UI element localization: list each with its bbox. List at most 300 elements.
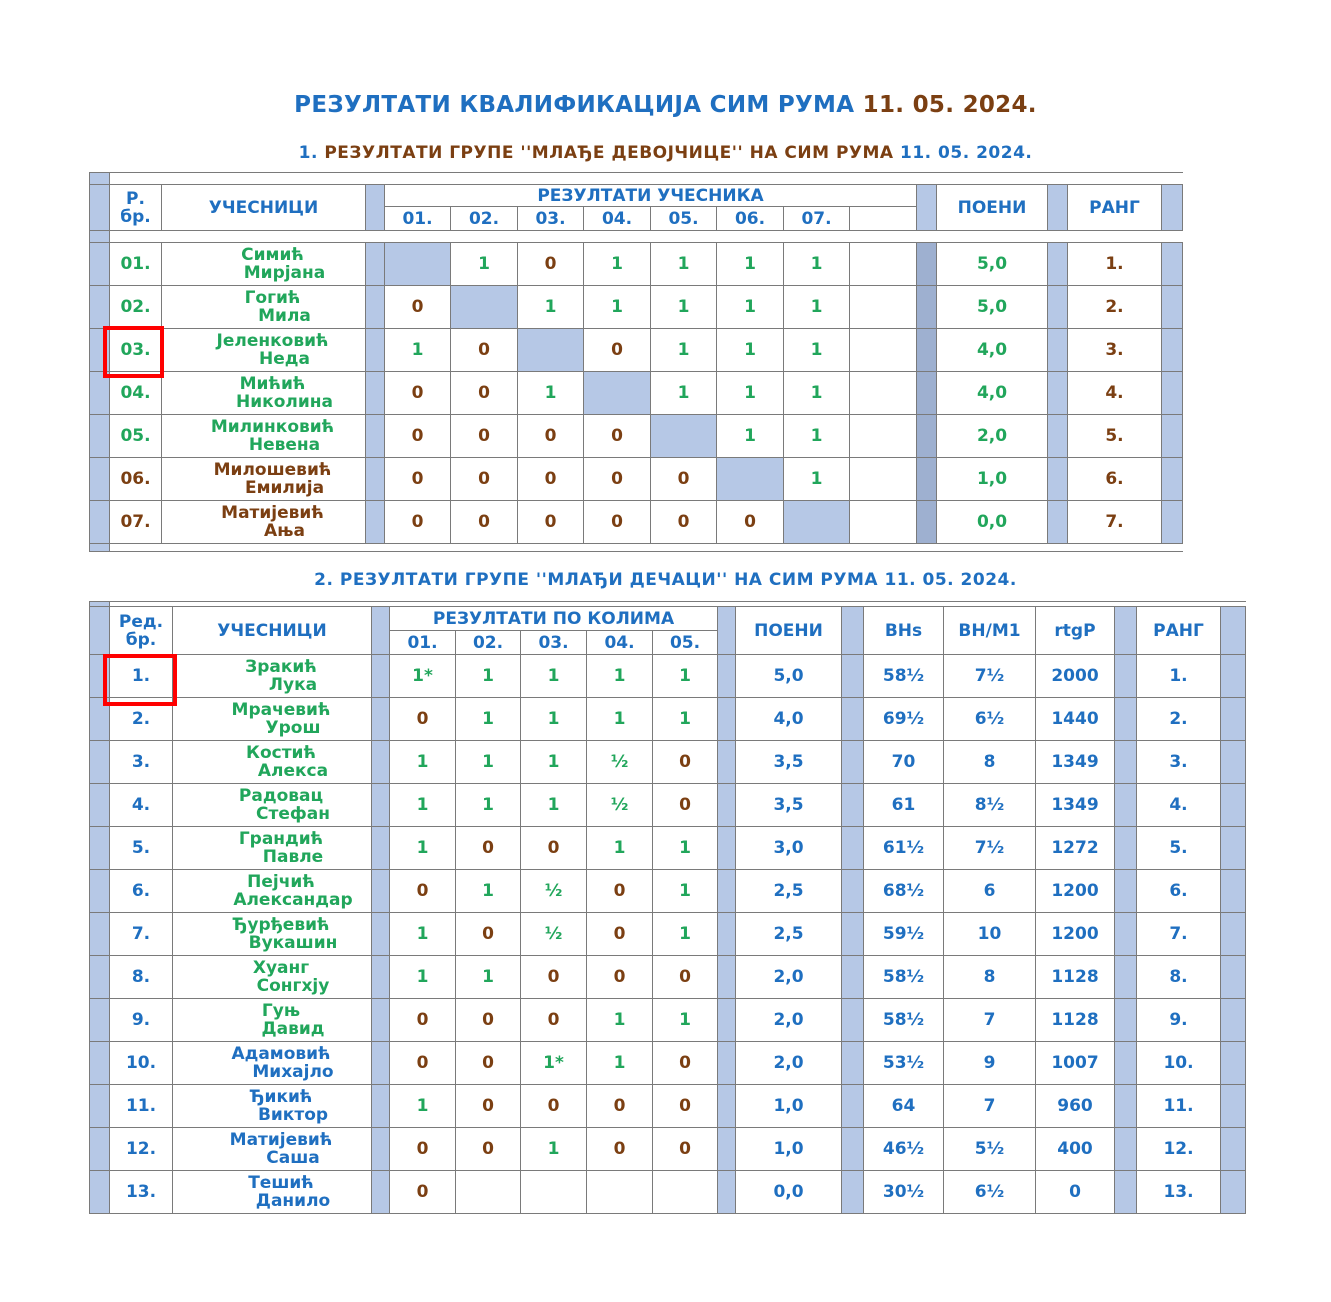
result-cell: 0 [390, 1042, 456, 1085]
rtgp-cell: 1007 [1036, 1042, 1115, 1085]
table-row [90, 501, 1183, 544]
group1-header-points: ПОЕНИ [937, 185, 1048, 231]
result-cell: 1 [456, 698, 521, 741]
participant-first-name: Мирјана [243, 263, 326, 283]
result-cell: 0 [717, 501, 784, 544]
result-cell-empty [850, 458, 917, 501]
result-cell-empty [850, 286, 917, 329]
bhm1-cell: 6 [944, 870, 1036, 913]
points-cell: 2,0 [736, 956, 842, 999]
row-number: 06. [110, 458, 162, 501]
result-cell: 0 [653, 1085, 718, 1128]
bhm1-cell: 8 [944, 956, 1036, 999]
bhm1-cell: 9 [944, 1042, 1036, 1085]
participant-surname: Тешић [248, 1173, 314, 1193]
points-cell: 3,5 [736, 784, 842, 827]
result-cell: 0 [584, 458, 651, 501]
page-title-text: РЕЗУЛТАТИ КВАЛИФИКАЦИЈА СИМ РУМА [294, 92, 855, 118]
result-cell-empty [850, 243, 917, 286]
result-cell: 1 [651, 329, 717, 372]
result-cell: 1 [390, 784, 456, 827]
participant-first-name: Павле [262, 847, 324, 867]
result-cell: 0 [521, 956, 587, 999]
group2-col-header: 04. [587, 631, 653, 655]
table-row [90, 1171, 1246, 1214]
result-cell: 0 [456, 999, 521, 1042]
result-cell-empty [850, 372, 917, 415]
bhm1-cell: 7 [944, 999, 1036, 1042]
participant-first-name: Лука [268, 675, 318, 695]
bhm1-cell: 7 [944, 1085, 1036, 1128]
points-cell: 1,0 [736, 1085, 842, 1128]
participant-surname: Мићић [239, 374, 306, 394]
table-row [90, 1128, 1246, 1171]
points-cell: 2,5 [736, 913, 842, 956]
points-cell: 1,0 [937, 458, 1048, 501]
result-cell: 0 [451, 372, 518, 415]
rank-cell: 5. [1068, 415, 1162, 458]
group2-header-rtgp: rtgP [1036, 607, 1115, 655]
result-cell: 0 [451, 415, 518, 458]
result-cell: 1 [587, 655, 653, 698]
bhs-cell: 58½ [864, 999, 944, 1042]
result-cell-diagonal [784, 501, 850, 544]
result-cell: 1 [584, 286, 651, 329]
row-number: 02. [110, 286, 162, 329]
participant-surname: Адамовић [231, 1044, 331, 1064]
points-cell: 2,0 [736, 1042, 842, 1085]
row-number: 7. [110, 913, 173, 956]
group1-col-header: 06. [717, 207, 784, 231]
group2-title-date: 11. 05. 2024. [884, 570, 1017, 590]
group2-title [0, 570, 1331, 590]
result-cell: 1 [390, 741, 456, 784]
group1-header-participants: УЧЕСНИЦИ [162, 185, 366, 231]
participant-surname: Хуанг [252, 958, 310, 978]
row-number: 8. [110, 956, 173, 999]
participant-first-name: Вукашин [248, 933, 338, 953]
rtgp-cell: 400 [1036, 1128, 1115, 1171]
rtgp-cell: 2000 [1036, 655, 1115, 698]
highlight-box-row-03 [103, 326, 164, 378]
highlight-box-row-1 [103, 654, 177, 706]
row-number: 2. [110, 698, 173, 741]
participant-name [162, 372, 366, 415]
result-cell: 0 [451, 501, 518, 544]
row-number: 10. [110, 1042, 173, 1085]
result-cell: 1 [784, 243, 850, 286]
participant-first-name: Николина [236, 392, 333, 412]
page-title-date: 11. 05. 2024. [862, 92, 1037, 118]
table-row [90, 741, 1246, 784]
result-cell-empty [850, 329, 917, 372]
rank-cell: 2. [1137, 698, 1221, 741]
result-cell: 0 [651, 501, 717, 544]
result-cell: 1 [717, 372, 784, 415]
result-cell: 0 [451, 329, 518, 372]
row-number: 07. [110, 501, 162, 544]
group1-title-date: 11. 05. 2024. [900, 143, 1033, 163]
result-cell: 0 [651, 458, 717, 501]
bhs-cell: 70 [864, 741, 944, 784]
table-row [90, 1085, 1246, 1128]
participant-surname: Гогић [244, 288, 301, 308]
bhm1-cell: 5½ [944, 1128, 1036, 1171]
table-row [90, 243, 1183, 286]
participant-name [173, 913, 372, 956]
participant-surname: Симић [241, 245, 304, 265]
points-cell: 5,0 [736, 655, 842, 698]
result-cell-diagonal [451, 286, 518, 329]
group2-header-bhm1: BH/M1 [944, 607, 1036, 655]
result-cell: ½ [587, 741, 653, 784]
bhs-cell: 69½ [864, 698, 944, 741]
result-cell: 1 [451, 243, 518, 286]
participant-first-name: Урош [265, 718, 321, 738]
rtgp-cell: 1349 [1036, 784, 1115, 827]
result-cell: 1 [521, 698, 587, 741]
result-cell: 1 [390, 913, 456, 956]
rtgp-cell: 1349 [1036, 741, 1115, 784]
participant-first-name: Алекса [257, 761, 329, 781]
result-cell-diagonal [385, 243, 451, 286]
row-number: 13. [110, 1171, 173, 1214]
result-cell: 0 [584, 415, 651, 458]
participant-first-name: Сонгхју [256, 976, 330, 996]
bhs-cell: 53½ [864, 1042, 944, 1085]
table-row [90, 956, 1246, 999]
result-cell: 1 [653, 870, 718, 913]
result-cell: 0 [385, 458, 451, 501]
rank-cell: 6. [1068, 458, 1162, 501]
table-row [90, 827, 1246, 870]
participant-first-name: Михајло [252, 1062, 334, 1082]
group2-header-participants: УЧЕСНИЦИ [173, 607, 372, 655]
result-cell [456, 1171, 521, 1214]
bhs-cell: 46½ [864, 1128, 944, 1171]
participant-first-name: Давид [261, 1019, 325, 1039]
result-cell: 1 [456, 956, 521, 999]
result-cell: 1 [584, 243, 651, 286]
group1-title [0, 143, 1331, 163]
rank-cell: 4. [1068, 372, 1162, 415]
result-cell: 0 [653, 1128, 718, 1171]
participant-name [162, 415, 366, 458]
points-cell: 5,0 [937, 286, 1048, 329]
result-cell: 0 [390, 1128, 456, 1171]
rank-cell: 13. [1137, 1171, 1221, 1214]
result-cell: 0 [385, 286, 451, 329]
result-cell: 1 [521, 784, 587, 827]
group1-title-num: 1. [298, 143, 318, 163]
group1-header-results: РЕЗУЛТАТИ УЧЕСНИКА [385, 185, 917, 207]
row-number: 04. [110, 372, 162, 415]
participant-name [173, 784, 372, 827]
result-cell: 1 [653, 698, 718, 741]
rank-cell: 12. [1137, 1128, 1221, 1171]
result-cell: 1 [456, 655, 521, 698]
table-row [90, 698, 1246, 741]
result-cell: ½ [587, 784, 653, 827]
result-cell: 1 [717, 329, 784, 372]
rank-cell: 2. [1068, 286, 1162, 329]
group1-col-header: 05. [651, 207, 717, 231]
result-cell: 0 [587, 870, 653, 913]
result-cell-diagonal [717, 458, 784, 501]
result-cell: 1 [521, 655, 587, 698]
result-cell: 0 [456, 1128, 521, 1171]
participant-surname: Мрачевић [231, 700, 331, 720]
rtgp-cell: 1200 [1036, 913, 1115, 956]
result-cell: 0 [385, 372, 451, 415]
row-number: 6. [110, 870, 173, 913]
bhm1-cell: 7½ [944, 655, 1036, 698]
bhs-cell: 68½ [864, 870, 944, 913]
participant-surname: Матијевић [229, 1130, 333, 1150]
participant-surname: Јеленковић [216, 331, 329, 351]
table-row [90, 1042, 1246, 1085]
result-cell: 0 [518, 415, 584, 458]
participant-first-name: Неда [259, 349, 310, 369]
result-cell: 0 [451, 458, 518, 501]
group2-header-no: Ред. бр. [110, 607, 173, 655]
result-cell: 1 [651, 286, 717, 329]
participant-name [173, 1171, 372, 1214]
table-row [90, 655, 1246, 698]
participant-first-name: Саша [266, 1148, 320, 1168]
rtgp-cell: 1200 [1036, 870, 1115, 913]
row-number: 9. [110, 999, 173, 1042]
group1-col-header: 04. [584, 207, 651, 231]
row-number: 1. [110, 655, 173, 698]
result-cell: 1 [390, 956, 456, 999]
points-cell: 1,0 [736, 1128, 842, 1171]
row-number: 12. [110, 1128, 173, 1171]
participant-surname: Радовац [238, 786, 324, 806]
participant-name [173, 741, 372, 784]
bhm1-cell: 8 [944, 741, 1036, 784]
result-cell: 0 [653, 1042, 718, 1085]
group2-title-num: 2. [314, 570, 334, 590]
result-cell: 0 [385, 415, 451, 458]
participant-surname: Гуњ [261, 1001, 301, 1021]
result-cell: 1 [717, 415, 784, 458]
result-cell: 1 [587, 999, 653, 1042]
result-cell: 0 [584, 329, 651, 372]
result-cell: 0 [587, 1085, 653, 1128]
bhs-cell: 30½ [864, 1171, 944, 1214]
participant-name [162, 286, 366, 329]
result-cell [653, 1171, 718, 1214]
points-cell: 5,0 [937, 243, 1048, 286]
rank-cell: 7. [1068, 501, 1162, 544]
bhs-cell: 64 [864, 1085, 944, 1128]
rank-cell: 4. [1137, 784, 1221, 827]
points-cell: 3,5 [736, 741, 842, 784]
participant-name [173, 1128, 372, 1171]
result-cell: 0 [390, 698, 456, 741]
result-cell: 0 [653, 956, 718, 999]
result-cell-diagonal [584, 372, 651, 415]
group1-col-header: 03. [518, 207, 584, 231]
rtgp-cell: 1272 [1036, 827, 1115, 870]
points-cell: 4,0 [937, 372, 1048, 415]
result-cell: 1 [518, 286, 584, 329]
group1-title-text: РЕЗУЛТАТИ ГРУПЕ ''МЛАЂЕ ДЕВОЈЧИЦЕ'' НА СИМ РУМА [324, 143, 894, 163]
participant-surname: Зракић [245, 657, 317, 677]
result-cell: 0 [521, 827, 587, 870]
group2-col-header: 03. [521, 631, 587, 655]
result-cell: 0 [587, 1128, 653, 1171]
result-cell: 1 [653, 913, 718, 956]
result-cell: 0 [518, 458, 584, 501]
participant-surname: Костић [246, 743, 316, 763]
bhs-cell: 58½ [864, 655, 944, 698]
participant-name [173, 655, 372, 698]
result-cell: 0 [587, 956, 653, 999]
result-cell: 1 [521, 741, 587, 784]
result-cell: 1 [784, 458, 850, 501]
points-cell: 3,0 [736, 827, 842, 870]
participant-surname: Милинковић [210, 417, 335, 437]
points-cell: 2,0 [736, 999, 842, 1042]
rtgp-cell: 960 [1036, 1085, 1115, 1128]
bhm1-cell: 8½ [944, 784, 1036, 827]
participant-surname: Милошевић [213, 460, 332, 480]
rank-cell: 3. [1068, 329, 1162, 372]
bhm1-cell: 10 [944, 913, 1036, 956]
participant-first-name: Стефан [256, 804, 330, 824]
group1-col-header: 07. [784, 207, 850, 231]
group2-header-points: ПОЕНИ [736, 607, 842, 655]
group1-table [89, 172, 1183, 552]
bhs-cell: 61½ [864, 827, 944, 870]
participant-first-name: Данило [255, 1191, 331, 1211]
table-row [90, 329, 1183, 372]
rank-cell: 7. [1137, 913, 1221, 956]
table-row [90, 999, 1246, 1042]
result-cell: 0 [456, 913, 521, 956]
rtgp-cell: 1128 [1036, 999, 1115, 1042]
result-cell: 1 [587, 698, 653, 741]
rank-cell: 1. [1068, 243, 1162, 286]
group1-header-no: Р. бр. [110, 185, 162, 231]
group1-col-header: 01. [385, 207, 451, 231]
points-cell: 0,0 [736, 1171, 842, 1214]
participant-first-name: Мила [258, 306, 311, 326]
group2-col-header: 01. [390, 631, 456, 655]
row-number: 3. [110, 741, 173, 784]
result-cell: 0 [390, 870, 456, 913]
participant-surname: Матијевић [221, 503, 324, 523]
bhs-cell: 58½ [864, 956, 944, 999]
page-title [0, 92, 1331, 118]
participant-first-name: Невена [248, 435, 321, 455]
result-cell: 1 [587, 827, 653, 870]
result-cell: 0 [521, 999, 587, 1042]
participant-name [173, 827, 372, 870]
result-cell: 1 [518, 372, 584, 415]
result-cell: 1 [521, 1128, 587, 1171]
result-cell: 1 [390, 827, 456, 870]
participant-surname: Ђурђевић [232, 915, 330, 935]
table-row [90, 372, 1183, 415]
result-cell: 0 [584, 501, 651, 544]
rank-cell: 10. [1137, 1042, 1221, 1085]
group1-col-header: 02. [451, 207, 518, 231]
result-cell: 0 [456, 827, 521, 870]
result-cell: 1 [784, 372, 850, 415]
result-cell: 1 [717, 243, 784, 286]
group1-col-header-empty [850, 207, 917, 231]
row-number: 5. [110, 827, 173, 870]
result-cell: 1 [653, 827, 718, 870]
bhs-cell: 61 [864, 784, 944, 827]
row-number: 01. [110, 243, 162, 286]
group1-header-rank: РАНГ [1068, 185, 1162, 231]
participant-name [173, 1042, 372, 1085]
rtgp-cell: 1128 [1036, 956, 1115, 999]
bhm1-cell: 7½ [944, 827, 1036, 870]
result-cell-diagonal [651, 415, 717, 458]
participant-surname: Ђикић [249, 1087, 313, 1107]
result-cell: 1 [587, 1042, 653, 1085]
result-cell: 1 [653, 999, 718, 1042]
result-cell: 1 [651, 243, 717, 286]
points-cell: 4,0 [736, 698, 842, 741]
group2-col-header: 05. [653, 631, 718, 655]
group2-table [89, 601, 1246, 1214]
participant-first-name: Емилија [244, 478, 325, 498]
result-cell: 0 [518, 243, 584, 286]
rank-cell: 11. [1137, 1085, 1221, 1128]
table-row [90, 286, 1183, 329]
group2-header-bhs: BHs [864, 607, 944, 655]
participant-name [162, 329, 366, 372]
bhm1-cell: 6½ [944, 698, 1036, 741]
group2-header-rank: РАНГ [1137, 607, 1221, 655]
bhs-cell: 59½ [864, 913, 944, 956]
points-cell: 0,0 [937, 501, 1048, 544]
result-cell-diagonal [518, 329, 584, 372]
table-row [90, 458, 1183, 501]
result-cell: 0 [390, 1171, 456, 1214]
result-cell: 0 [653, 741, 718, 784]
participant-first-name: Александар [233, 890, 353, 910]
table-row [90, 913, 1246, 956]
result-cell: 1 [653, 655, 718, 698]
result-cell: 0 [456, 1085, 521, 1128]
result-cell: 1 [456, 741, 521, 784]
row-number: 11. [110, 1085, 173, 1128]
result-cell: 1* [390, 655, 456, 698]
participant-name [162, 243, 366, 286]
points-cell: 2,5 [736, 870, 842, 913]
rank-cell: 1. [1137, 655, 1221, 698]
result-cell: 1* [521, 1042, 587, 1085]
result-cell: 0 [521, 1085, 587, 1128]
row-number: 05. [110, 415, 162, 458]
result-cell: 0 [587, 913, 653, 956]
participant-surname: Грандић [238, 829, 324, 849]
result-cell [587, 1171, 653, 1214]
result-cell: 0 [456, 1042, 521, 1085]
result-cell: 1 [456, 784, 521, 827]
row-number: 03. [110, 329, 162, 372]
participant-name [162, 501, 366, 544]
points-cell: 4,0 [937, 329, 1048, 372]
group2-header-results: РЕЗУЛТАТИ ПО КОЛИМА [390, 607, 718, 631]
